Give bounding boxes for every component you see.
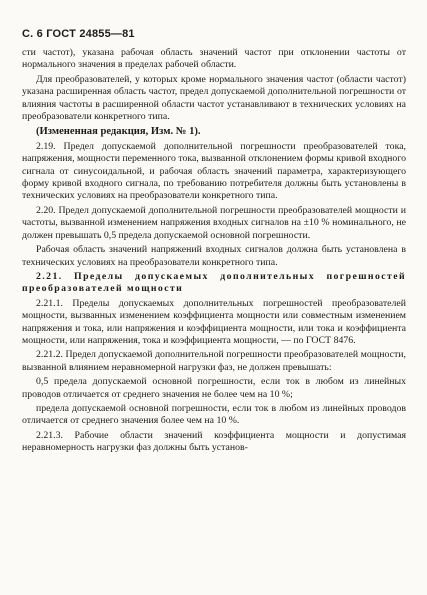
- paragraph-2-21-2: 2.21.2. Предел допускаемой дополнительной погрешности преобразователей мощности, вызванной влиянием неравномерной нагрузки фаз, не должен превышать:: [22, 349, 406, 373]
- paragraph-2-21-1: 2.21.1. Пределы допускаемых дополнительных погрешностей преобразователей мощности, вызванных изменением коэффициента мощности или совместным изменением напряжения и тока, или напряжения и коэффициента мощности, или тока и коэффициента мощности, или напряжения, тока и коэффициента мощности, — по ГОСТ 8476.: [22, 297, 406, 346]
- paragraph: Рабочая область значений напряжений входных сигналов должна быть установлена в технических условиях на преобразователи конкретного типа.: [22, 244, 406, 268]
- paragraph-2-21-3: 2.21.3. Рабочие области значений коэффициента мощности и допустимая неравномерность нагрузки фаз должны быть установ-: [22, 429, 406, 454]
- list-item: предела допускаемой основной погрешности, если ток в любом из линейных проводов отличается от среднего значения более чем на 10 %.: [22, 402, 406, 427]
- amendment-note: (Измененная редакция, Изм. № 1).: [36, 126, 201, 138]
- page-body: [22, 47, 406, 455]
- page-header: С. 6 ГОСТ 24855—81: [22, 28, 135, 40]
- paragraph: сти частот), указана рабочая область значений частот при отклонении частоты от нормального значения в пределах рабочей области.: [22, 47, 406, 71]
- list-item: 0,5 предела допускаемой основной погрешности, если ток в любом из линейных проводов отличается от среднего значения не более чем на 10 %;: [22, 376, 406, 400]
- paragraph: Для преобразователей, у которых кроме нормального значения частот (области частот) указана расширенная область частот, предел допускаемой дополнительной погрешности от влияния частоты в расширенной области частот устанавливают в технических условиях на преобразователи конкретного типа.: [22, 73, 406, 123]
- paragraph-2-19: 2.19. Предел допускаемой дополнительной погрешности преобразователей тока, напряжения, мощности переменного тока, вызванной отклонением формы кривой входного сигнала от синусоидальной, и рабочая область значений параметра, характеризующего форму кривой входного сигнала, по требованию потребителя должны быть установлены в технических условиях на преобразователи конкретного типа.: [22, 140, 406, 202]
- section-heading-2-21: 2.21. Пределы допускаемых дополнительных погрешностей преобразователей мощности: [22, 270, 406, 295]
- paragraph-2-20: 2.20. Предел допускаемой дополнительной погрешности преобразователей мощности и частоты, вызванной изменением напряжения входных сигналов на ±10 % номинального, не должен превышать 0,5 предела допускаемой основной погрешности.: [22, 204, 406, 241]
